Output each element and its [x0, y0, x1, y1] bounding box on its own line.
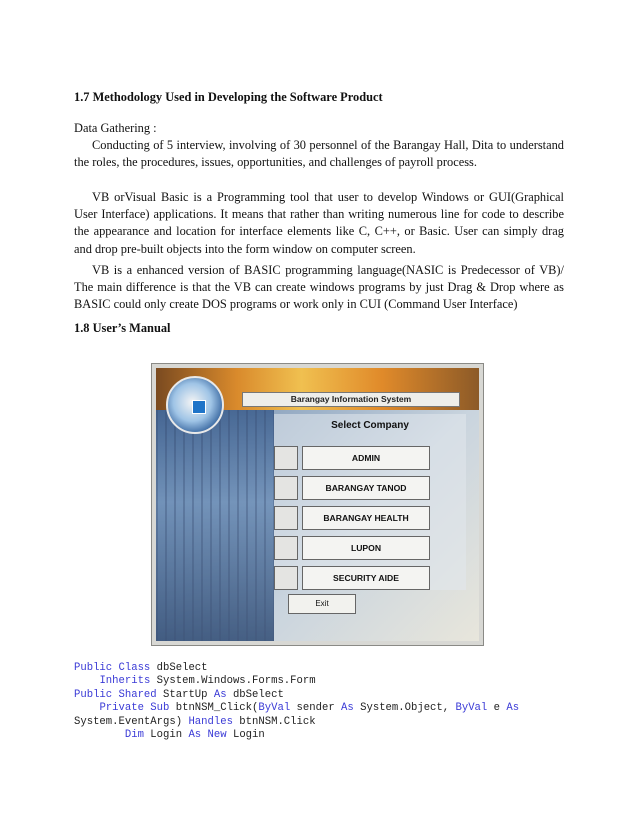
exit-button[interactable]: Exit: [288, 594, 356, 614]
option-button-health-worker[interactable]: BARANGAY HEALTH: [302, 506, 430, 530]
keyword: As: [213, 688, 227, 701]
option-row-security-aide[interactable]: [274, 566, 430, 590]
keyword: As: [506, 702, 520, 715]
keyword: As New: [188, 729, 227, 742]
code-line-4: [74, 702, 519, 714]
code-text: Login: [226, 729, 265, 742]
option-checkbox[interactable]: [274, 566, 298, 590]
option-button-tanod[interactable]: BARANGAY TANOD: [302, 476, 430, 500]
code-text: Login: [143, 729, 189, 742]
code-line-5: [74, 716, 316, 728]
keyword: As: [341, 702, 354, 715]
decorative-art: [156, 410, 274, 641]
option-row-health-worker[interactable]: [274, 506, 430, 530]
option-button-admin[interactable]: ADMIN: [302, 446, 430, 470]
code-text: e: [487, 702, 507, 715]
code-text: System.Windows.Forms.Form: [150, 675, 316, 688]
keyword: Private Sub: [99, 702, 170, 715]
app-title: Barangay Information System: [242, 392, 460, 407]
option-row-lupon[interactable]: [274, 536, 430, 560]
code-listing: [74, 662, 519, 742]
keyword: Public Class: [74, 662, 151, 674]
app-logo-icon: [166, 376, 224, 434]
keyword: ByVal: [258, 702, 291, 715]
option-checkbox[interactable]: [274, 506, 298, 530]
app-window: [156, 368, 479, 641]
code-line-1: [74, 662, 208, 674]
option-checkbox[interactable]: [274, 536, 298, 560]
code-text: btnNSM.Click: [232, 715, 316, 728]
code-line-2: [74, 675, 316, 687]
option-button-lupon[interactable]: LUPON: [302, 536, 430, 560]
option-row-tanod[interactable]: [274, 476, 430, 500]
code-line-6: [74, 729, 265, 741]
select-company-title: Select Company: [331, 420, 409, 431]
code-text: dbSelect: [226, 688, 284, 701]
data-gathering-label: Data Gathering :: [74, 121, 157, 135]
data-gathering-paragraph: Conducting of 5 interview, involving of 30 personnel of the Barangay Hall, Dita to understand the roles, the procedures, issues, opportunities, and challenges of payroll process.: [74, 138, 564, 170]
keyword: Public Shared: [74, 688, 157, 701]
option-row-admin[interactable]: [274, 446, 430, 470]
section-heading-1-8: 1.8 User’s Manual: [74, 321, 171, 335]
code-text: StartUp: [156, 688, 214, 701]
keyword: Dim: [124, 729, 144, 742]
vb-paragraph-1: VB orVisual Basic is a Programming tool that user to develop Windows or GUI(Graphical User Interface) applications. It means that rather than writing numerous line for code to describe the appearance and location for interface elements like C, C++, or Basic. User can simply drag and drop pre-built objects into the form window on computer screen.: [74, 190, 564, 256]
keyword: Handles: [188, 715, 233, 728]
select-panel: [274, 414, 466, 590]
option-checkbox[interactable]: [274, 476, 298, 500]
code-text: System.Object,: [353, 702, 456, 715]
app-screenshot: [151, 363, 484, 646]
code-text: dbSelect: [150, 662, 208, 674]
code-line-3: [74, 689, 284, 701]
logo-glyph: [192, 400, 206, 414]
option-checkbox[interactable]: [274, 446, 298, 470]
code-text: sender: [290, 702, 342, 715]
keyword: ByVal: [455, 702, 488, 715]
keyword: Inherits: [99, 675, 151, 688]
code-text: btnNSM_Click(: [169, 702, 259, 715]
section-heading-1-7: 1.7 Methodology Used in Developing the Software Product: [74, 90, 383, 104]
code-text: System.EventArgs): [74, 715, 189, 728]
vb-paragraph-2: VB is a enhanced version of BASIC programming language(NASIC is Predecessor of VB)/ The main difference is that the VB can create windows programs by just Drag & Drop where as BASIC could only create DOS programs or work only in CUI (Command User Interface): [74, 263, 564, 312]
option-button-security-aide[interactable]: SECURITY AIDE: [302, 566, 430, 590]
